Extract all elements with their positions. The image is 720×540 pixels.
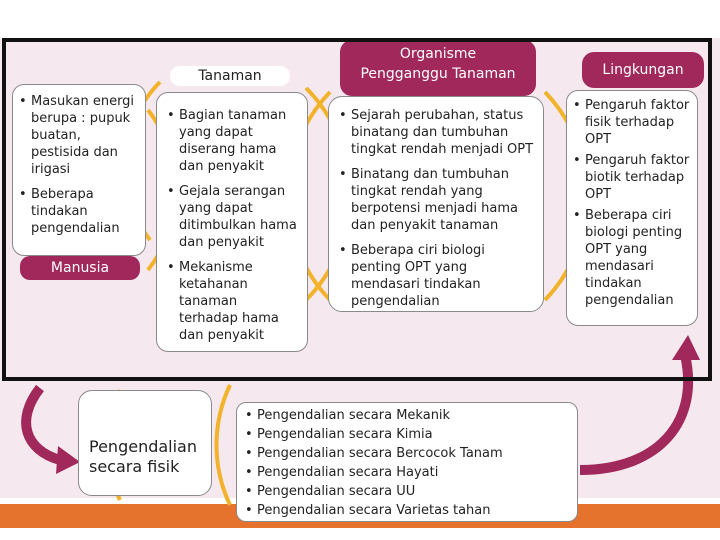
list-item: • Pengendalian secara Hayati — [245, 464, 569, 481]
list-item: • Beberapa ciri biologi penting OPT yang mendasari tindakan pengendalian — [573, 207, 691, 309]
left-curved-arrow — [26, 388, 60, 460]
list-item: • Pengaruh faktor fisik terhadap OPT — [573, 97, 691, 148]
methods-box — [236, 402, 578, 522]
left-arrow-head — [56, 446, 80, 474]
fisik-label: Pengendalian secara fisik — [89, 437, 197, 476]
fisik-box — [78, 390, 212, 496]
frame-border — [2, 38, 712, 381]
list-item: • Binatang dan tumbuhan tingkat rendah yang berpotensi menjadi hama dan penyakit tanaman — [339, 166, 535, 234]
methods-gold-arc — [216, 385, 230, 505]
lingkungan-title: Lingkungan — [582, 52, 704, 88]
list-item: • Pengaruh faktor biotik terhadap OPT — [573, 152, 691, 203]
list-item: • Masukan energi berupa : pupuk buatan, pestisida dan irigasi — [19, 93, 139, 178]
manusia-label: Manusia — [20, 256, 140, 280]
list-item: • Pengendalian secara UU — [245, 483, 569, 500]
methods-list — [245, 407, 569, 519]
list-item: • Beberapa tindakan pengendalian — [19, 186, 139, 237]
list-item: • Bagian tanaman yang dapat diserang hama dan penyakit — [167, 107, 299, 175]
list-item: • Pengendalian secara Bercocok Tanam — [245, 445, 569, 462]
list-item: • Pengendalian secara Mekanik — [245, 407, 569, 424]
list-item: • Beberapa ciri biologi penting OPT yang mendasari tindakan pengendalian — [339, 242, 535, 310]
tanaman-title: Tanaman — [170, 66, 290, 86]
list-item: • Pengendalian secara Varietas tahan — [245, 502, 569, 519]
list-item: • Pengendalian secara Kimia — [245, 426, 569, 443]
list-item: • Mekanisme ketahanan tanaman terhadap hama dan penyakit — [167, 259, 299, 344]
opt-title: Organisme Pengganggu Tanaman — [340, 40, 536, 96]
list-item: • Gejala serangan yang dapat ditimbulkan hama dan penyakit — [167, 183, 299, 251]
list-item: • Sejarah perubahan, status binatang dan tumbuhan tingkat rendah menjadi OPT — [339, 107, 535, 158]
